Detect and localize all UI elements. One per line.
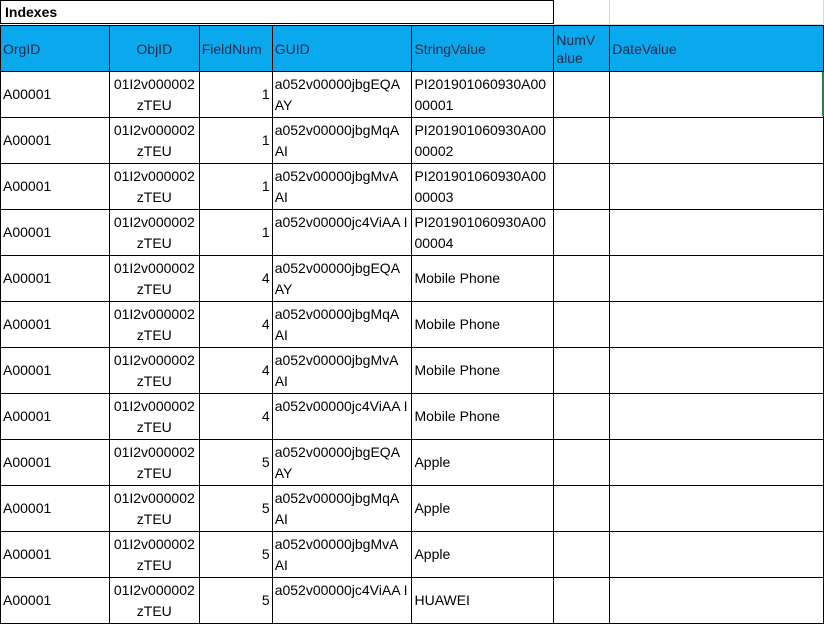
cell-numvalue[interactable] [554, 302, 610, 348]
cell-datevalue[interactable] [610, 164, 824, 210]
table-row [1, 256, 824, 302]
cell-objid[interactable]: 01I2v000002 zTEU [109, 256, 199, 302]
cell-numvalue[interactable] [554, 348, 610, 394]
table-row [1, 210, 824, 256]
cell-objid[interactable]: 01I2v000002 zTEU [109, 72, 199, 118]
cell-orgid[interactable]: A00001 [1, 440, 110, 486]
cell-guid[interactable]: a052v00000jc4ViAA I [272, 578, 412, 624]
cell-datevalue[interactable] [610, 348, 824, 394]
cell-guid[interactable]: a052v00000jc4ViAA I [272, 210, 412, 256]
cell-datevalue[interactable] [610, 302, 824, 348]
cell-orgid[interactable]: A00001 [1, 118, 110, 164]
empty-cell[interactable] [610, 0, 824, 25]
cell-objid[interactable]: 01I2v000002 zTEU [109, 578, 199, 624]
cell-fieldnum[interactable]: 4 [199, 348, 272, 394]
cell-objid[interactable]: 01I2v000002 zTEU [109, 118, 199, 164]
cell-objid[interactable]: 01I2v000002 zTEU [109, 210, 199, 256]
cell-numvalue[interactable] [554, 118, 610, 164]
header-stringvalue[interactable]: StringValue [412, 26, 554, 72]
table-row [1, 578, 824, 624]
cell-numvalue[interactable] [554, 210, 610, 256]
table-row [1, 486, 824, 532]
cell-guid[interactable]: a052v00000jbgMvA AI [272, 164, 412, 210]
cell-guid[interactable]: a052v00000jbgMqA AI [272, 486, 412, 532]
cell-datevalue[interactable] [610, 532, 824, 578]
cell-datevalue[interactable] [610, 210, 824, 256]
cell-objid[interactable]: 01I2v000002 zTEU [109, 164, 199, 210]
cell-numvalue[interactable] [554, 532, 610, 578]
cell-orgid[interactable]: A00001 [1, 210, 110, 256]
empty-cell[interactable] [554, 0, 610, 25]
sheet-title-cell[interactable]: Indexes [0, 0, 554, 24]
cell-stringvalue[interactable]: PI201901060930A00 00003 [412, 164, 554, 210]
cell-orgid[interactable]: A00001 [1, 532, 110, 578]
cell-fieldnum[interactable]: 1 [199, 72, 272, 118]
header-guid[interactable]: GUID [272, 26, 412, 72]
cell-datevalue[interactable] [610, 440, 824, 486]
cell-orgid[interactable]: A00001 [1, 486, 110, 532]
cell-numvalue[interactable] [554, 440, 610, 486]
table-row [1, 118, 824, 164]
cell-stringvalue[interactable]: Mobile Phone [412, 348, 554, 394]
cell-guid[interactable]: a052v00000jbgEQA AY [272, 440, 412, 486]
cell-numvalue[interactable] [554, 164, 610, 210]
cell-orgid[interactable]: A00001 [1, 394, 110, 440]
cell-datevalue[interactable] [610, 486, 824, 532]
cell-orgid[interactable]: A00001 [1, 348, 110, 394]
cell-fieldnum[interactable]: 4 [199, 394, 272, 440]
header-row [1, 26, 824, 72]
cell-fieldnum[interactable]: 4 [199, 302, 272, 348]
table-row [1, 348, 824, 394]
cell-stringvalue[interactable]: PI201901060930A00 00001 [412, 72, 554, 118]
cell-guid[interactable]: a052v00000jbgMvA AI [272, 532, 412, 578]
cell-stringvalue[interactable]: Apple [412, 486, 554, 532]
cell-fieldnum[interactable]: 4 [199, 256, 272, 302]
cell-fieldnum[interactable]: 1 [199, 118, 272, 164]
table-row [1, 440, 824, 486]
cell-objid[interactable]: 01I2v000002 zTEU [109, 394, 199, 440]
cell-fieldnum[interactable]: 5 [199, 486, 272, 532]
cell-numvalue[interactable] [554, 394, 610, 440]
cell-orgid[interactable]: A00001 [1, 578, 110, 624]
cell-orgid[interactable]: A00001 [1, 256, 110, 302]
cell-orgid[interactable]: A00001 [1, 72, 110, 118]
header-objid[interactable]: ObjID [109, 26, 199, 72]
cell-fieldnum[interactable]: 5 [199, 578, 272, 624]
cell-stringvalue[interactable]: HUAWEI [412, 578, 554, 624]
header-orgid[interactable]: OrgID [1, 26, 110, 72]
cell-objid[interactable]: 01I2v000002 zTEU [109, 532, 199, 578]
cell-datevalue[interactable] [610, 578, 824, 624]
cell-objid[interactable]: 01I2v000002 zTEU [109, 486, 199, 532]
cell-guid[interactable]: a052v00000jc4ViAA I [272, 394, 412, 440]
cell-numvalue[interactable] [554, 256, 610, 302]
header-datevalue[interactable]: DateValue [610, 26, 824, 72]
cell-stringvalue[interactable]: Mobile Phone [412, 302, 554, 348]
indexes-table [0, 25, 824, 624]
cell-objid[interactable]: 01I2v000002 zTEU [109, 348, 199, 394]
cell-numvalue[interactable] [554, 486, 610, 532]
cell-guid[interactable]: a052v00000jbgEQA AY [272, 72, 412, 118]
cell-stringvalue[interactable]: PI201901060930A00 00004 [412, 210, 554, 256]
cell-fieldnum[interactable]: 5 [199, 532, 272, 578]
cell-datevalue[interactable] [610, 118, 824, 164]
cell-datevalue[interactable] [610, 256, 824, 302]
cell-orgid[interactable]: A00001 [1, 164, 110, 210]
cell-guid[interactable]: a052v00000jbgEQA AY [272, 256, 412, 302]
title-row [0, 0, 824, 25]
cell-guid[interactable]: a052v00000jbgMqA AI [272, 118, 412, 164]
cell-datevalue[interactable] [610, 394, 824, 440]
cell-datevalue[interactable] [610, 72, 824, 118]
table-row [1, 164, 824, 210]
cell-guid[interactable]: a052v00000jbgMqA AI [272, 302, 412, 348]
cell-stringvalue[interactable]: Apple [412, 440, 554, 486]
cell-fieldnum[interactable]: 5 [199, 440, 272, 486]
cell-numvalue[interactable] [554, 72, 610, 118]
cell-fieldnum[interactable]: 1 [199, 164, 272, 210]
table-row [1, 532, 824, 578]
table-row [1, 302, 824, 348]
cell-numvalue[interactable] [554, 578, 610, 624]
header-fieldnum[interactable]: FieldNum [199, 26, 272, 72]
cell-guid[interactable]: a052v00000jbgMvA AI [272, 348, 412, 394]
header-numvalue[interactable]: NumV alue [554, 26, 610, 72]
cell-stringvalue[interactable]: Apple [412, 532, 554, 578]
cell-stringvalue[interactable]: Mobile Phone [412, 256, 554, 302]
cell-fieldnum[interactable]: 1 [199, 210, 272, 256]
cell-stringvalue[interactable]: PI201901060930A00 00002 [412, 118, 554, 164]
cell-stringvalue[interactable]: Mobile Phone [412, 394, 554, 440]
table-row [1, 394, 824, 440]
cell-objid[interactable]: 01I2v000002 zTEU [109, 440, 199, 486]
cell-orgid[interactable]: A00001 [1, 302, 110, 348]
cell-objid[interactable]: 01I2v000002 zTEU [109, 302, 199, 348]
table-row [1, 72, 824, 118]
